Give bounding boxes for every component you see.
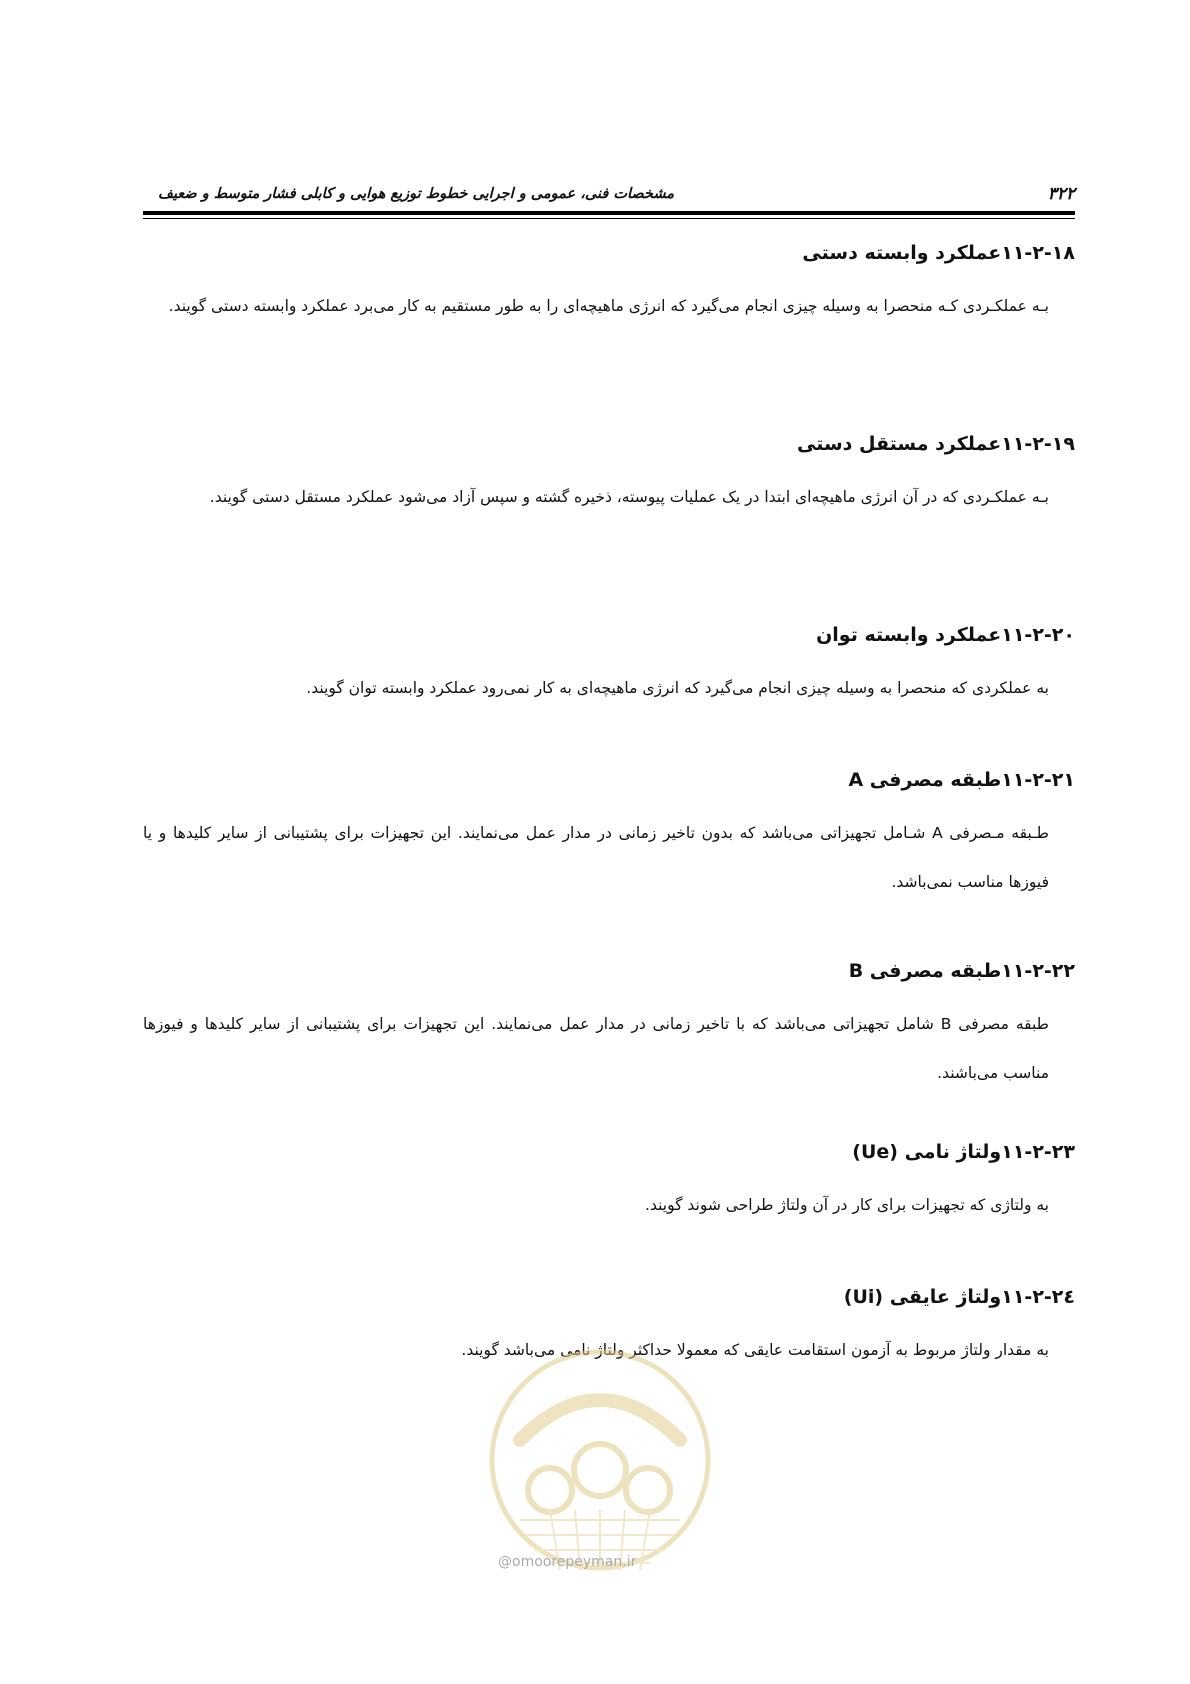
section-body: بـه عملکـردی کـه منحصرا به وسیله چیزی انجام می‌گیرد که انرژی ماهیچه‌ای را به طور مستقیم به کار می‌برد عملکرد وابسته دستی گویند.: [168, 297, 1049, 315]
section-body: طبقه مصرفی B شامل تجهیزاتی می‌باشد که با تاخیر زمانی در مدار عمل می‌نمایند. این تجهیزات برای پشتیبانی از سایر کلیدها و فیوزها مناسب می‌باشند.: [143, 1015, 1049, 1082]
section-body: به عملکردی که منحصرا به وسیله چیزی انجام می‌گیرد که انرژی ماهیچه‌ای به کار نمی‌رود عملکرد وابسته توان گویند.: [306, 679, 1049, 697]
header-rule-thick: [143, 211, 1075, 215]
page-number: ۳۲۲: [1047, 184, 1075, 204]
section-title: ۱۱-۲-۱۹عملکرد مستقل دستی: [797, 433, 1075, 455]
section-11-2-23: [143, 1137, 1075, 1230]
section-title: ۱۱-۲-۲۳ولتاژ نامی (Ue): [852, 1141, 1075, 1163]
section-11-2-21: [143, 765, 1075, 907]
header-rule-thin: [143, 218, 1075, 219]
section-11-2-19: [143, 429, 1075, 522]
section-title: ۱۱-۲-۱۸عملکرد وابسته دستی: [802, 242, 1075, 264]
section-body: به ولتاژی که تجهیزات برای کار در آن ولتاژ طراحی شوند گویند.: [645, 1196, 1049, 1214]
section-11-2-18: [143, 238, 1075, 331]
page-header: [143, 184, 1075, 206]
section-title: ۱۱-۲-۲٤ولتاژ عایقی (Ui): [843, 1286, 1075, 1308]
watermark-logo: [480, 1330, 720, 1620]
section-title: ۱۱-۲-۲۱طبقه مصرفی A: [848, 769, 1075, 791]
section-title: ۱۱-۲-۲۲طبقه مصرفی B: [848, 960, 1075, 982]
section-11-2-22: [143, 956, 1075, 1098]
running-title: مشخصات فنی، عمومی و اجرایی خطوط توزیع هوایی و کابلی فشار متوسط و ضعیف: [158, 186, 675, 202]
section-body: به مقدار ولتاژ مربوط به آزمون استقامت عایقی که معمولا حداکثر ولتاژ نامی می‌باشد گویند.: [461, 1341, 1049, 1359]
section-title: ۱۱-۲-۲۰عملکرد وابسته توان: [816, 624, 1075, 646]
section-body: طـبقه مـصرفی A شـامل تجهیزاتی می‌باشد که بدون تاخیر زمانی در مدار عمل می‌نمایند. این تجهیزات برای پشتیبانی از سایر کلیدها و یا فیوزها مناسب نمی‌باشد.: [143, 824, 1049, 891]
section-body: بـه عملکـردی که در آن انرژی ماهیچه‌ای ابتدا در یک عملیات پیوسته، ذخیره گشته و سپس آزاد می‌شود عملکرد مستقل دستی گویند.: [209, 488, 1049, 506]
section-11-2-20: [143, 620, 1075, 713]
watermark-url: @omoorepeyman.ir: [498, 1554, 637, 1570]
